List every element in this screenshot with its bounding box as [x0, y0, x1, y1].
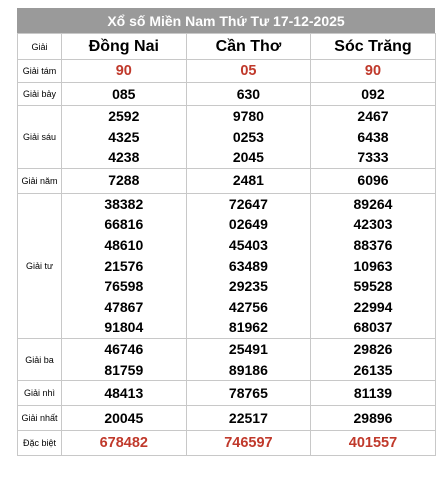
prize-cell [311, 431, 436, 456]
prize-label: Giải năm [18, 168, 62, 193]
prize-row-giai-nhi [18, 381, 436, 406]
prize-label: Giải nhất [18, 406, 62, 431]
prize-number: 10963 [353, 257, 393, 274]
prize-number: 25491 [228, 340, 268, 357]
prize-row-giai-nam [18, 168, 436, 193]
prize-number: 46746 [104, 340, 144, 357]
prize-cell [311, 338, 436, 380]
prize-number: 72647 [228, 195, 268, 212]
prize-cell [311, 83, 436, 106]
prize-row-giai-sau [18, 106, 436, 169]
prize-cell [186, 193, 311, 338]
prize-row-giai-ba [18, 338, 436, 380]
prize-number: 81759 [104, 361, 144, 378]
prize-cell [186, 168, 311, 193]
prize-number: 2467 [357, 108, 389, 124]
prize-label: Giải bảy [18, 83, 62, 106]
prize-number: 89264 [353, 195, 393, 212]
prize-cell [186, 406, 311, 431]
prize-label: Đặc biệt [18, 431, 62, 456]
prize-number: 29235 [228, 278, 268, 295]
prize-number: 42303 [353, 216, 393, 233]
special-prize-number: 401557 [348, 434, 398, 451]
province-can-tho: Cần Thơ [186, 34, 311, 60]
prize-row-giai-tu [18, 193, 436, 338]
prize-cell [62, 193, 187, 338]
prize-cell [186, 431, 311, 456]
prize-cell [311, 106, 436, 169]
prize-number: 81962 [228, 319, 268, 336]
prize-number: 68037 [353, 319, 393, 336]
special-prize-number: 678482 [99, 434, 148, 451]
prize-row-giai-bay [18, 83, 436, 106]
prize-cell [62, 60, 187, 83]
prize-number: 630 [236, 85, 261, 102]
prize-number: 7288 [108, 172, 140, 189]
prize-number: 48413 [104, 384, 144, 401]
prize-cell [62, 431, 187, 456]
prize-cell [186, 381, 311, 406]
prize-number: 2045 [232, 149, 264, 166]
prize-number: 9780 [232, 108, 264, 124]
prize-cell [62, 83, 187, 106]
results-table [17, 33, 436, 456]
prize-number: 4325 [108, 128, 140, 145]
prize-label: Giải tư [18, 193, 62, 338]
prize-cell [62, 106, 187, 169]
prize-number: 78765 [228, 384, 268, 401]
header-row [18, 34, 436, 60]
prize-cell [311, 60, 436, 83]
prize-number: 29896 [353, 409, 393, 426]
prize-number: 66816 [104, 216, 144, 233]
prize-number: 59528 [353, 278, 393, 295]
page-title: Xổ số Miền Nam Thứ Tư 17-12-2025 [17, 8, 435, 33]
prize-cell [62, 381, 187, 406]
prize-number: 42756 [228, 298, 268, 315]
prize-number: 7333 [357, 149, 389, 166]
prize-number: 90 [115, 62, 132, 79]
prize-number: 26135 [353, 361, 393, 378]
prize-row-dac-biet [18, 431, 436, 456]
prize-number: 89186 [228, 361, 268, 378]
prize-number: 63489 [228, 257, 268, 274]
prize-number: 2481 [232, 172, 264, 189]
province-dong-nai: Đồng Nai [62, 34, 187, 60]
prize-cell [311, 406, 436, 431]
prize-number: 88376 [353, 236, 393, 253]
prize-number: 48610 [104, 236, 144, 253]
prize-number: 76598 [104, 278, 144, 295]
prize-number: 90 [364, 62, 382, 79]
province-soc-trang: Sóc Trăng [311, 34, 436, 60]
prize-number: 81139 [353, 384, 393, 401]
prize-cell [186, 83, 311, 106]
prize-cell [311, 381, 436, 406]
prize-label: Giải ba [18, 338, 62, 380]
prize-number: 6438 [357, 128, 389, 145]
prize-number: 092 [361, 85, 385, 102]
prize-number: 29826 [353, 340, 393, 357]
prize-label: Giải tám [18, 60, 62, 83]
prize-label: Giải sáu [18, 106, 62, 169]
prize-cell [311, 168, 436, 193]
prize-number: 6096 [357, 172, 389, 189]
prize-number: 05 [240, 62, 257, 79]
prize-cell [311, 193, 436, 338]
prize-number: 2592 [108, 108, 140, 124]
prize-row-giai-nhat [18, 406, 436, 431]
prize-number: 22994 [353, 298, 393, 315]
prize-number: 38382 [104, 195, 144, 212]
prize-cell [62, 406, 187, 431]
prize-row-giai-tam [18, 60, 436, 83]
prize-cell [186, 338, 311, 380]
prize-number: 22517 [228, 409, 268, 426]
prize-number: 4238 [108, 149, 140, 166]
prize-cell [62, 168, 187, 193]
prize-number: 085 [112, 85, 136, 102]
prize-number: 20045 [104, 409, 144, 426]
prize-number: 45403 [228, 236, 268, 253]
prize-cell [62, 338, 187, 380]
prize-number: 0253 [232, 128, 264, 145]
header-prize-label: Giải [18, 34, 62, 60]
prize-label: Giải nhì [18, 381, 62, 406]
special-prize-number: 746597 [224, 434, 273, 451]
prize-number: 91804 [104, 319, 144, 336]
prize-number: 47867 [104, 298, 144, 315]
prize-number: 02649 [228, 216, 268, 233]
prize-number: 21576 [104, 257, 144, 274]
prize-cell [186, 60, 311, 83]
prize-cell [186, 106, 311, 169]
